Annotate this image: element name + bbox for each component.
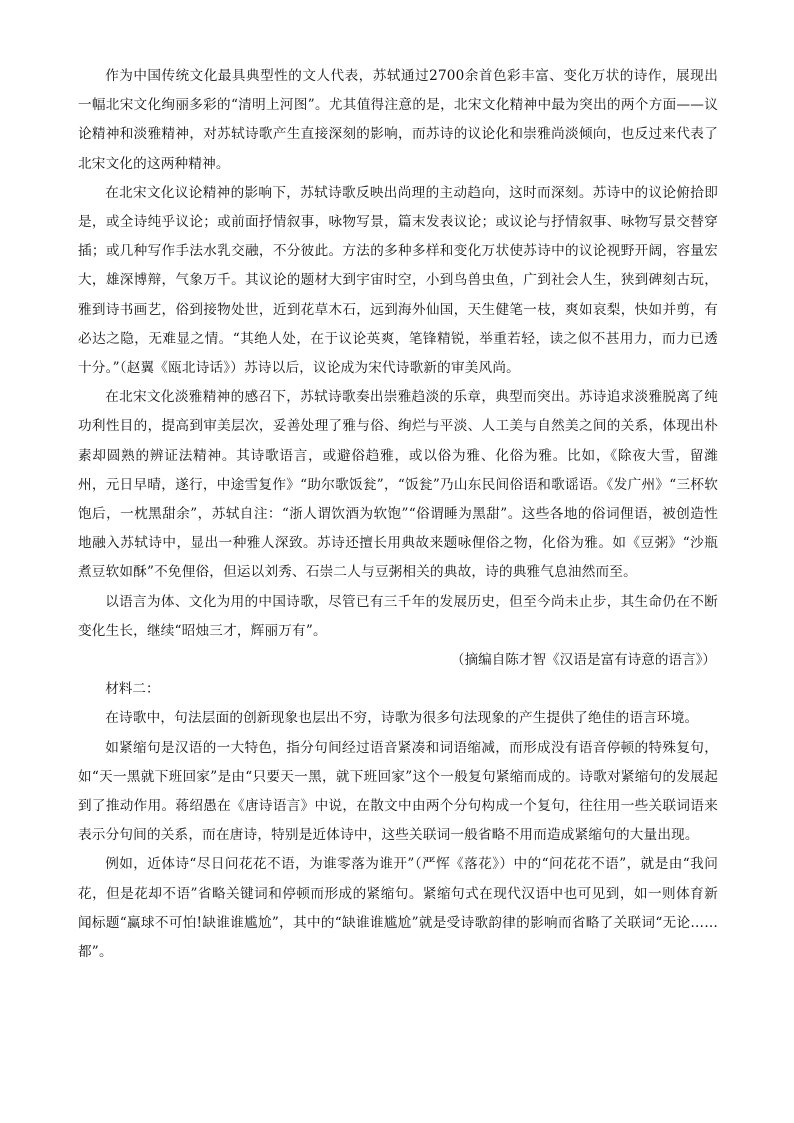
- material-one: [78, 62, 718, 675]
- paragraph: 以语言为体、文化为用的中国诗歌，尽管已有三千年的发展历史，但至今尚未止步，其生命仍在不断变化生长，继续“昭烛三才，辉丽万有”。: [78, 593, 718, 639]
- paragraph: 在北宋文化淡雅精神的感召下，苏轼诗歌奏出崇雅趋淡的乐章，典型而突出。苏诗追求淡雅脱离了纯功利性目的，提高到审美层次，妥善处理了雅与俗、绚烂与平淡、人工美与自然美之间的关系，体现出朴素却圆熟的辨证法精神。其诗歌语言，或避俗趋雅，或以俗为雅、化俗为雅。比如，《除夜大雪，留潍州，元日早晴，遂行，中途雪复作》“助尔歌饭瓮”，“饭瓮”乃山东民间俗语和歌谣语。《发广州》“三杯软饱后，一枕黑甜余”，苏轼自注：“浙人谓饮酒为软饱”“俗谓睡为黑甜”。这些各地的俗词俚语，被创造性地融入苏轼诗中，显出一种雅人深致。苏诗还擅长用典故来题咏俚俗之物，化俗为雅。如《豆粥》“沙瓶煮豆软如酥”不免俚俗，但运以刘秀、石崇二人与豆粥相关的典故，诗的典雅气息油然而至。: [78, 389, 718, 581]
- material-two: [78, 675, 718, 967]
- paragraph: 作为中国传统文化最具典型性的文人代表，苏轼通过2700余首色彩丰富、变化万状的诗作，展现出一幅北宋文化绚丽多彩的“清明上河图”。尤其值得注意的是，北宋文化精神中最为突出的两个方面——议论精神和淡雅精神，对苏轼诗歌产生直接深刻的影响，而苏诗的议论化和崇雅尚淡倾向，也反过来代表了北宋文化的这两种精神。: [78, 68, 718, 172]
- section-heading: 材料二：: [105, 681, 160, 698]
- paragraph: 如紧缩句是汉语的一大特色，指分句间经过语音紧凑和词语缩减，而形成没有语音停顿的特殊复句，如“天一黑就下班回家”是由“只要天一黑，就下班回家”这个一般复句紧缩而成的。诗歌对紧缩句的发展起到了推动作用。蒋绍愚在《唐诗语言》中说，在散文中由两个分句构成一个复句，往往用一些关联词语来表示分句间的关系，而在唐诗，特别是近体诗中，这些关联词一般省略不用而造成紧缩句的大量出现。: [78, 739, 718, 844]
- paragraph: 在北宋文化议论精神的影响下，苏轼诗歌反映出尚理的主动趋向，这时而深刻。苏诗中的议论俯拾即是，或全诗纯乎议论；或前面抒情叙事，咏物写景，篇末发表议论；或议论与抒情叙事、咏物写景交替穿插；或几种写作手法水乳交融，不分彼此。方法的多种多样和变化万状使苏诗中的议论视野开阔，容量宏大，雄深博辩，气象万千。其议论的题材大到宇宙时空，小到鸟兽虫鱼，广到社会人生，狭到碑刻古玩，雅到诗书画艺，俗到接物处世，近到花草木石，远到海外仙国，天生健笔一枝，爽如哀梨，快如并剪，有必达之隐，无难显之情。“其绝人处，在于议论英爽，笔锋精锐，举重若轻，读之似不甚用力，而力已透十分。”（赵翼《瓯北诗话》）苏诗以后，议论成为宋代诗歌新的审美风尚。: [78, 184, 718, 377]
- document-page: [78, 62, 718, 967]
- paragraph: 在诗歌中，句法层面的创新现象也层出不穷，诗歌为很多句法现象的产生提供了绝佳的语言环境。: [105, 710, 699, 727]
- source-citation: （摘编自陈才智《汉语是富有诗意的语言》）: [450, 652, 716, 669]
- paragraph: 例如，近体诗“尽日问花花不语，为谁零落为谁开”（严恽《落花》）中的“问花花不语”，就是由“我问花，但是花却不语”省略关键词和停顿而形成的紧缩句。紧缩句式在现代汉语中也可见到，如一则体育新闻标题“赢球不可怕!缺谁谁尴尬”，其中的“缺谁谁尴尬”就是受诗歌韵律的影响而省略了关联词“无论……都”。: [78, 856, 718, 961]
